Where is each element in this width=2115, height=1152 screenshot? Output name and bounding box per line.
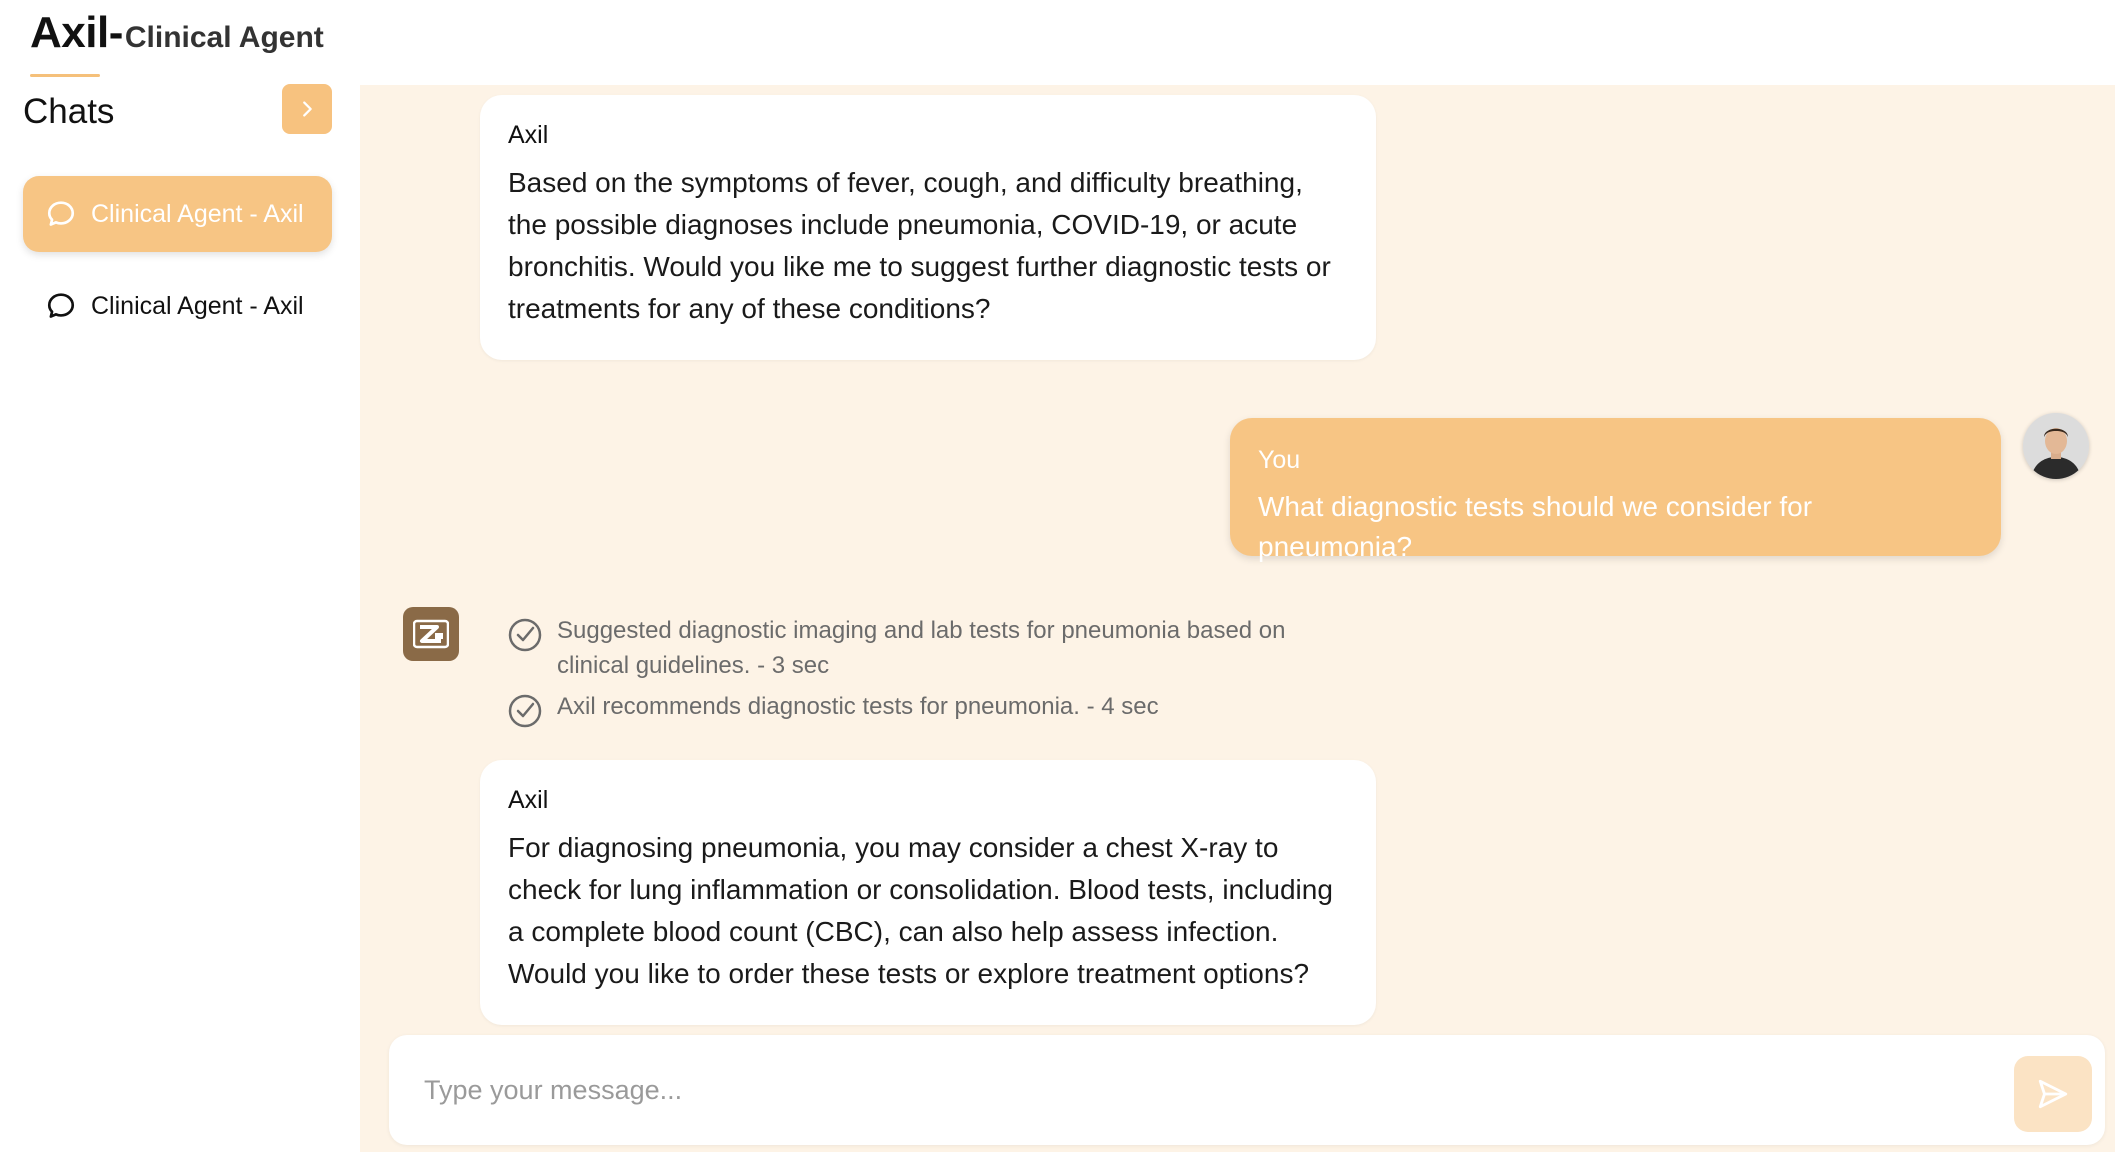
chat-area — [360, 85, 2115, 1152]
brand-logo — [30, 8, 324, 58]
sidebar-item-label: Clinical Agent - Axil — [91, 291, 304, 320]
message-sender: You — [1258, 446, 1301, 474]
chevron-right-icon — [296, 98, 318, 120]
bot-message-1 — [480, 95, 1376, 360]
step-text: Axil recommends diagnostic tests for pneumonia. - 4 sec — [557, 693, 1159, 720]
brand-sub: Clinical Agent — [124, 21, 324, 54]
step-item-1 — [507, 613, 1337, 683]
send-button[interactable] — [2014, 1056, 2092, 1132]
send-icon — [2036, 1077, 2070, 1111]
message-sender: Axil — [508, 121, 549, 149]
message-input[interactable] — [389, 1035, 1989, 1145]
chat-bubble-icon — [45, 290, 77, 322]
sidebar-item-chat-2[interactable] — [23, 268, 332, 344]
check-circle-icon — [507, 617, 543, 653]
chat-bubble-icon — [45, 198, 77, 230]
brand-main: Axil- — [30, 8, 123, 57]
message-composer — [389, 1035, 2105, 1145]
user-message — [1230, 418, 2001, 562]
axil-logo-icon — [413, 619, 449, 649]
sidebar — [0, 84, 360, 1152]
bot-avatar — [403, 607, 459, 661]
message-sender: Axil — [508, 786, 549, 814]
sidebar-item-chat-1[interactable] — [23, 176, 332, 252]
message-text: For diagnosing pneumonia, you may consider a chest X-ray to check for lung inflammation or consolidation. Blood tests, including a complete blood count (CBC), can also help assess infection. Would you like to order these tests or explore treatment options? — [508, 832, 1333, 989]
message-text: What diagnostic tests should we consider for pneumonia? — [1258, 491, 1813, 562]
message-text: Based on the symptoms of fever, cough, and difficulty breathing, the possible diagnoses include pneumonia, COVID-19, or acute bronchitis. Would you like me to suggest further diagnostic tests or treatments for any of these conditions? — [508, 167, 1331, 324]
user-avatar — [2023, 413, 2089, 479]
sidebar-item-label: Clinical Agent - Axil — [91, 199, 304, 228]
step-item-2 — [507, 689, 1337, 729]
bot-message-2 — [480, 760, 1376, 1025]
step-text: Suggested diagnostic imaging and lab tests for pneumonia based on clinical guidelines. - 3 sec — [557, 617, 1286, 679]
sidebar-toggle-button[interactable] — [282, 84, 332, 134]
chats-title: Chats — [23, 92, 115, 131]
brand-underline — [30, 74, 100, 77]
check-circle-icon — [507, 693, 543, 729]
